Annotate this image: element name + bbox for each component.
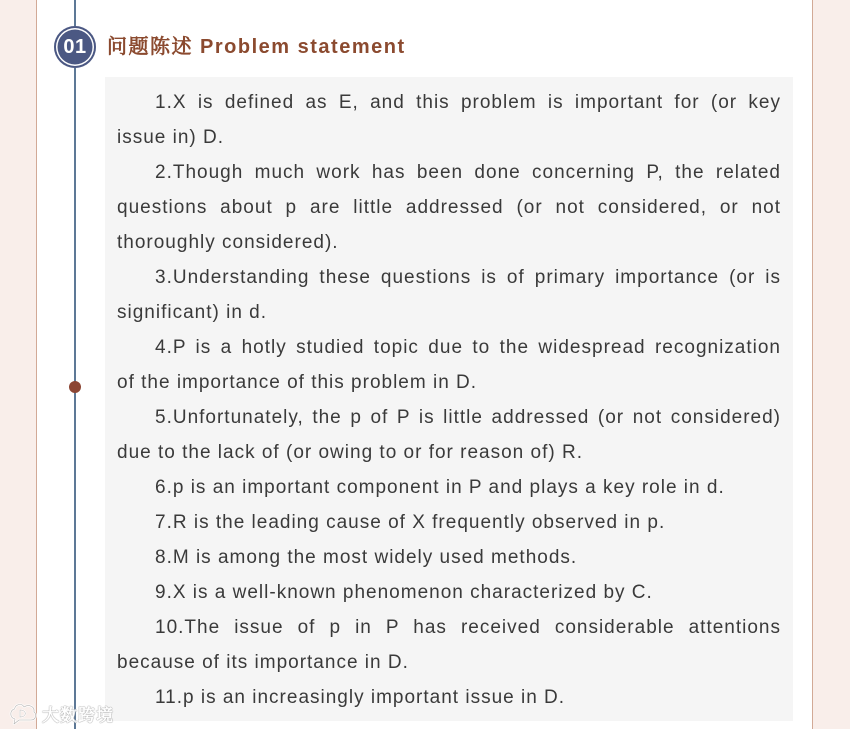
statement-paragraph-1 [117,85,781,155]
paragraph-line: 1.X is defined as E, and this problem is important for (or key [155,92,781,113]
statement-paragraph-8 [117,540,781,575]
statement-paragraph-3 [117,260,781,330]
timeline-line [74,0,76,729]
watermark-text: 大数跨境 [42,705,114,726]
paragraph-line: thoroughly considered). [117,232,339,253]
paragraph-line: because of its importance in D. [117,652,409,673]
section-number-badge [54,26,96,68]
watermark [8,700,114,726]
statement-paragraph-11 [117,680,781,715]
paragraph-line: questions about p are little addressed (or not considered, or not [117,197,781,218]
paragraph-line: 5.Unfortunately, the p of P is little addressed (or not considered) [155,407,781,428]
statement-paragraph-7 [117,505,781,540]
paragraph-line: 10.The issue of p in P has received considerable attentions [155,617,781,638]
timeline-dot [69,381,81,393]
paragraph-line: 9.X is a well-known phenomenon characterized by C. [155,582,653,603]
statement-paragraph-5 [117,400,781,470]
watermark-logo-icon [8,701,38,725]
statement-paragraph-6 [117,470,781,505]
paragraph-line: significant) in d. [117,302,268,323]
section-number: 01 [63,36,87,58]
problem-statement-box [105,77,793,721]
paragraph-line: 2.Though much work has been done concerning P, the related [155,162,781,183]
statement-paragraph-2 [117,155,781,260]
paragraph-line: 7.R is the leading cause of X frequently observed in p. [155,512,666,533]
statement-paragraph-4 [117,330,781,400]
paragraph-line: of the importance of this problem in D. [117,372,478,393]
paragraph-line: 3.Understanding these questions is of primary importance (or is [155,267,781,288]
paragraph-line: 11.p is an increasingly important issue in D. [155,687,566,708]
paragraph-line: 4.P is a hotly studied topic due to the widespread recognization [155,337,781,358]
paragraph-line: issue in) D. [117,127,225,148]
statement-paragraph-10 [117,610,781,680]
paragraph-line: 8.M is among the most widely used methods. [155,547,578,568]
paragraph-line: 6.p is an important component in P and plays a key role in d. [155,477,725,498]
statement-paragraph-9 [117,575,781,610]
section-title: 问题陈述 Problem statement [107,36,406,58]
paragraph-line: due to the lack of (or owing to or for reason of) R. [117,442,583,463]
